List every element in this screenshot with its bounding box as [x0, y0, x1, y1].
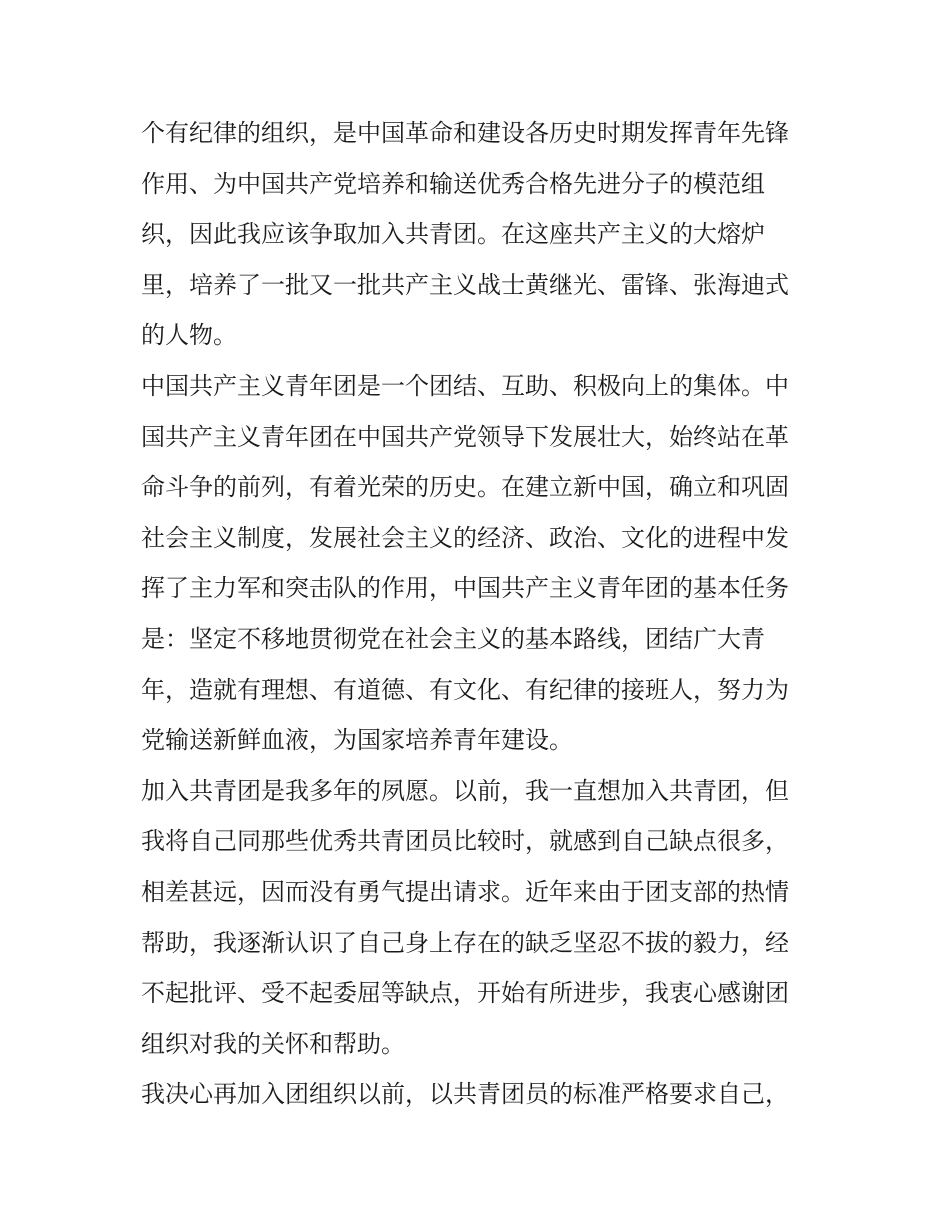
paragraph-2: [141, 361, 821, 766]
paragraph-3: [141, 766, 821, 1070]
paragraph-1: [141, 108, 821, 361]
text-line: 加入共青团是我多年的夙愿。以前，我一直想加入共青团，但: [141, 776, 789, 805]
text-line: 的人物。: [141, 321, 237, 350]
text-line: 是：坚定不移地贯彻党在社会主义的基本路线，团结广大青: [141, 624, 765, 653]
text-line: 命斗争的前列，有着光荣的历史。在建立新中国，确立和巩固: [141, 473, 789, 502]
text-line: 挥了主力军和突击队的作用，中国共产主义青年团的基本任务: [141, 574, 789, 603]
text-line: 织，因此我应该争取加入共青团。在这座共产主义的大熔炉: [141, 220, 765, 249]
text-line: 中国共产主义青年团是一个团结、互助、积极向上的集体。中: [141, 371, 789, 400]
text-line: 社会主义制度，发展社会主义的经济、政治、文化的进程中发: [141, 523, 789, 552]
paragraph-4: [141, 1069, 821, 1120]
text-line: 帮助，我逐渐认识了自己身上存在的缺乏坚忍不拔的毅力，经: [141, 928, 789, 957]
text-line: 年，造就有理想、有道德、有文化、有纪律的接班人，努力为: [141, 675, 789, 704]
text-line: 不起批评、受不起委屈等缺点，开始有所进步，我衷心感谢团: [141, 979, 789, 1008]
document-body: [141, 108, 821, 1120]
text-line: 个有纪律的组织，是中国革命和建设各历史时期发挥青年先锋: [141, 119, 789, 147]
text-line: 作用、为中国共产党培养和输送优秀合格先进分子的模范组: [141, 169, 765, 198]
text-line: 组织对我的关怀和帮助。: [141, 1029, 405, 1058]
text-line: 我决心再加入团组织以前，以共青团员的标准严格要求自己，: [141, 1080, 789, 1109]
text-line: 国共产主义青年团在中国共产党领导下发展壮大，始终站在革: [141, 422, 789, 451]
text-line: 党输送新鲜血液，为国家培养青年建设。: [141, 726, 573, 755]
text-line: 相差甚远，因而没有勇气提出请求。近年来由于团支部的热情: [141, 877, 789, 906]
text-line: 我将自己同那些优秀共青团员比较时，就感到自己缺点很多，: [141, 827, 789, 856]
text-line: 里，培养了一批又一批共产主义战士黄继光、雷锋、张海迪式: [141, 270, 789, 299]
